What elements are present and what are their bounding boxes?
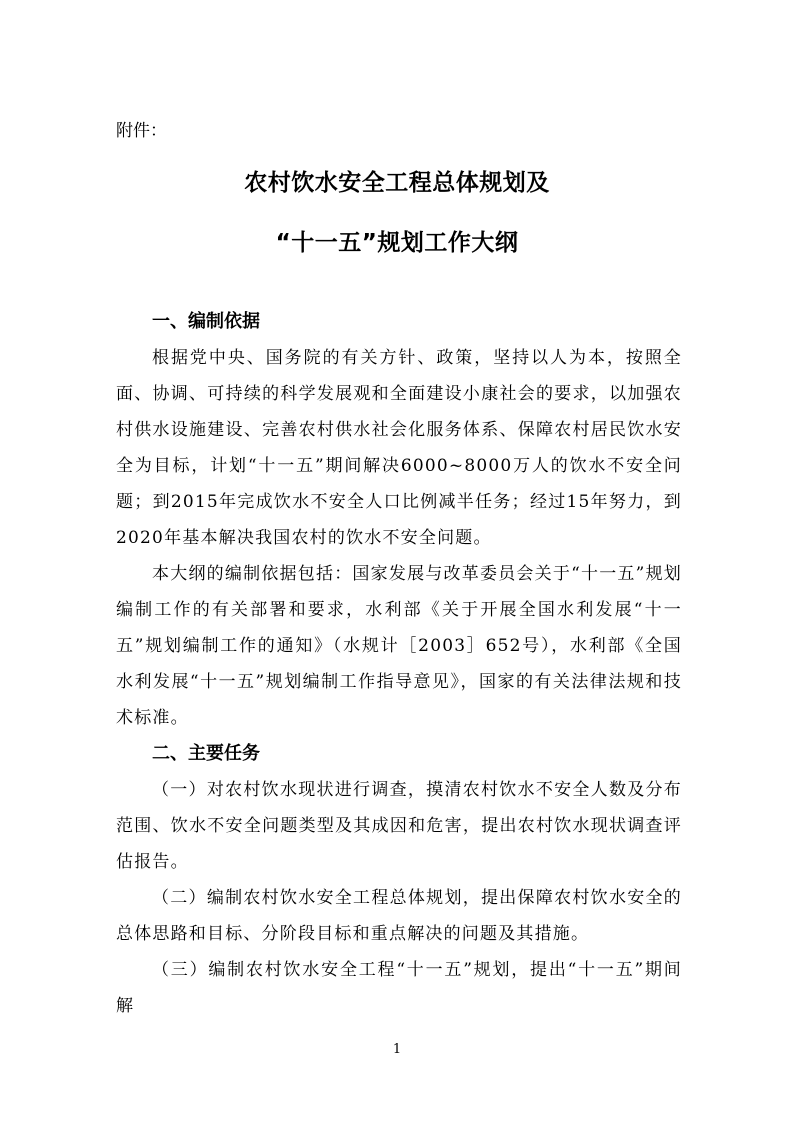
paragraph-task-2: （二）编制农村饮水安全工程总体规划，提出保障农村饮水安全的总体思路和目标、分阶段目标和重点解决的问题及其措施。	[116, 888, 682, 944]
attachment-label: 附件：	[116, 121, 167, 141]
paragraph-task-1: （一）对农村饮水现状进行调查，摸清农村饮水不安全人数及分布范围、饮水不安全问题类型及其成因和危害，提出农村饮水现状调查评估报告。	[116, 780, 682, 872]
document-title-line1: 农村饮水安全工程总体规划及	[244, 170, 550, 196]
page-number: 1	[392, 1042, 402, 1057]
paragraph-basis-2: 本大纲的编制依据包括：国家发展与改革委员会关于“十一五”规划编制工作的有关部署和要求，水利部《关于开展全国水利发展“十一五”规划编制工作的通知》（水规计［2003］652号），水利部《全国水利发展“十一五”规划编制工作指导意见》，国家的有关法律法规和技术标准。	[116, 564, 682, 728]
paragraph-basis-1: 根据党中央、国务院的有关方针、政策，坚持以人为本，按照全面、协调、可持续的科学发展观和全面建设小康社会的要求，以加强农村供水设施建设、完善农村供水社会化服务体系、保障农村居民饮水安全为目标，计划“十一五”期间解决6000~8000万人的饮水不安全问题；到2015年完成饮水不安全人口比例减半任务；经过15年努力，到2020年基本解决我国农村的饮水不安全问题。	[116, 348, 682, 548]
section-heading-tasks: 二、主要任务	[152, 743, 260, 764]
document-body	[116, 304, 682, 1024]
section-heading-basis: 一、编制依据	[152, 311, 260, 332]
document-title-line2: “十一五”规划工作大纲	[275, 230, 519, 256]
paragraph-task-3: （三）编制农村饮水安全工程“十一五”规划，提出“十一五”期间解	[116, 960, 682, 1016]
